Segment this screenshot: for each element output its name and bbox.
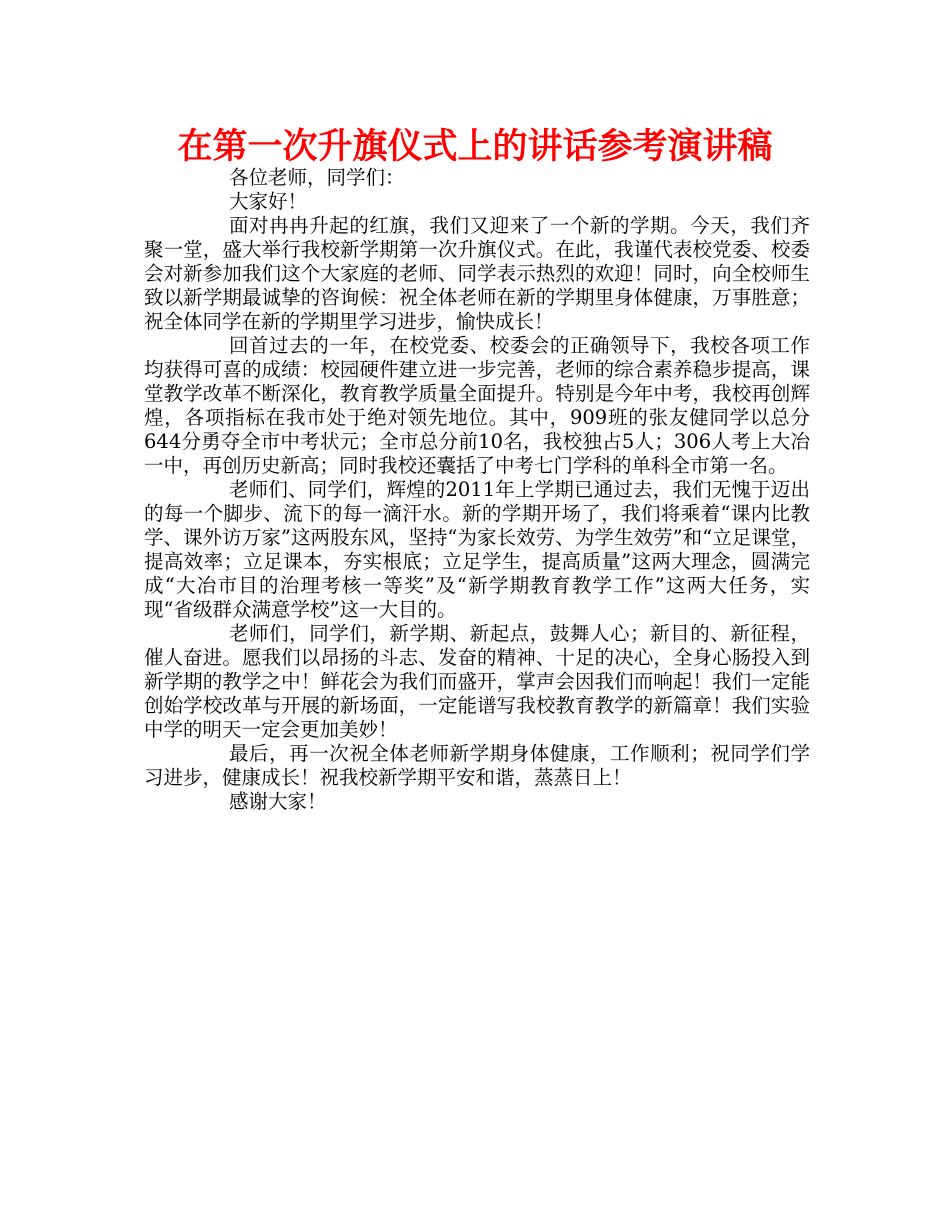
greeting: 大家好！ <box>229 190 308 213</box>
paragraph-encouragement: 老师们，同学们，新学期、新起点，鼓舞人心；新目的、新征程，催人奋进。愿我们以昂扬的斗志、发奋的精神、十足的决心，全身心肠投入到新学期的教学之中！鲜花会为我们而盛开，掌声会因我们而响起！我们一定能创始学校改革与开展的新场面，一定能谱写我校教育教学的新篇章！我们实验中学的明天一定会更加美妙！ <box>144 622 810 741</box>
document-body <box>144 166 810 814</box>
thanks: 感谢大家！ <box>229 790 327 813</box>
paragraph-new-semester: 老师们、同学们，辉煌的2011年上学期已通过去，我们无愧于迈出的每一个脚步、流下的每一滴汗水。新的学期开场了，我们将乘着“课内比教学、课外访万家”这两股东风，坚持“为家长效劳、为学生效劳”和“立足课堂，提高效率；立足课本，夯实根底；立足学生，提高质量”这两大理念，圆满完成“大冶市目的治理考核一等奖”及“新学期教育教学工作”这两大任务，实现“省级群众满意学校”这一大目的。 <box>144 478 810 621</box>
paragraph-review: 回首过去的一年，在校党委、校委会的正确领导下，我校各项工作均获得可喜的成绩：校园硬件建立进一步完善，老师的综合素养稳步提高，课堂教学改革不断深化，教育教学质量全面提升。特别是今年中考，我校再创辉煌，各项指标在我市处于绝对领先地位。其中，909班的张友健同学以总分644分勇夺全市中考状元；全市总分前10名，我校独占5人；306人考上大冶一中，再创历史新高；同时我校还囊括了中考七门学科的单科全市第一名。 <box>144 334 810 477</box>
paragraph-closing-wishes: 最后，再一次祝全体老师新学期身体健康，工作顺利；祝同学们学习进步，健康成长！祝我校新学期平安和谐，蒸蒸日上！ <box>144 742 810 789</box>
document-title: 在第一次升旗仪式上的讲话参考演讲稿 <box>177 127 773 167</box>
paragraph-welcome: 面对冉冉升起的红旗，我们又迎来了一个新的学期。今天，我们齐聚一堂，盛大举行我校新学期第一次升旗仪式。在此，我谨代表校党委、校委会对新参加我们这个大家庭的老师、同学表示热烈的欢迎！同时，向全校师生致以新学期最诚挚的咨询候：祝全体老师在新的学期里身体健康，万事胜意；祝全体同学在新的学期里学习进步，愉快成长！ <box>144 214 810 333</box>
salutation: 各位老师，同学们： <box>229 166 405 189</box>
